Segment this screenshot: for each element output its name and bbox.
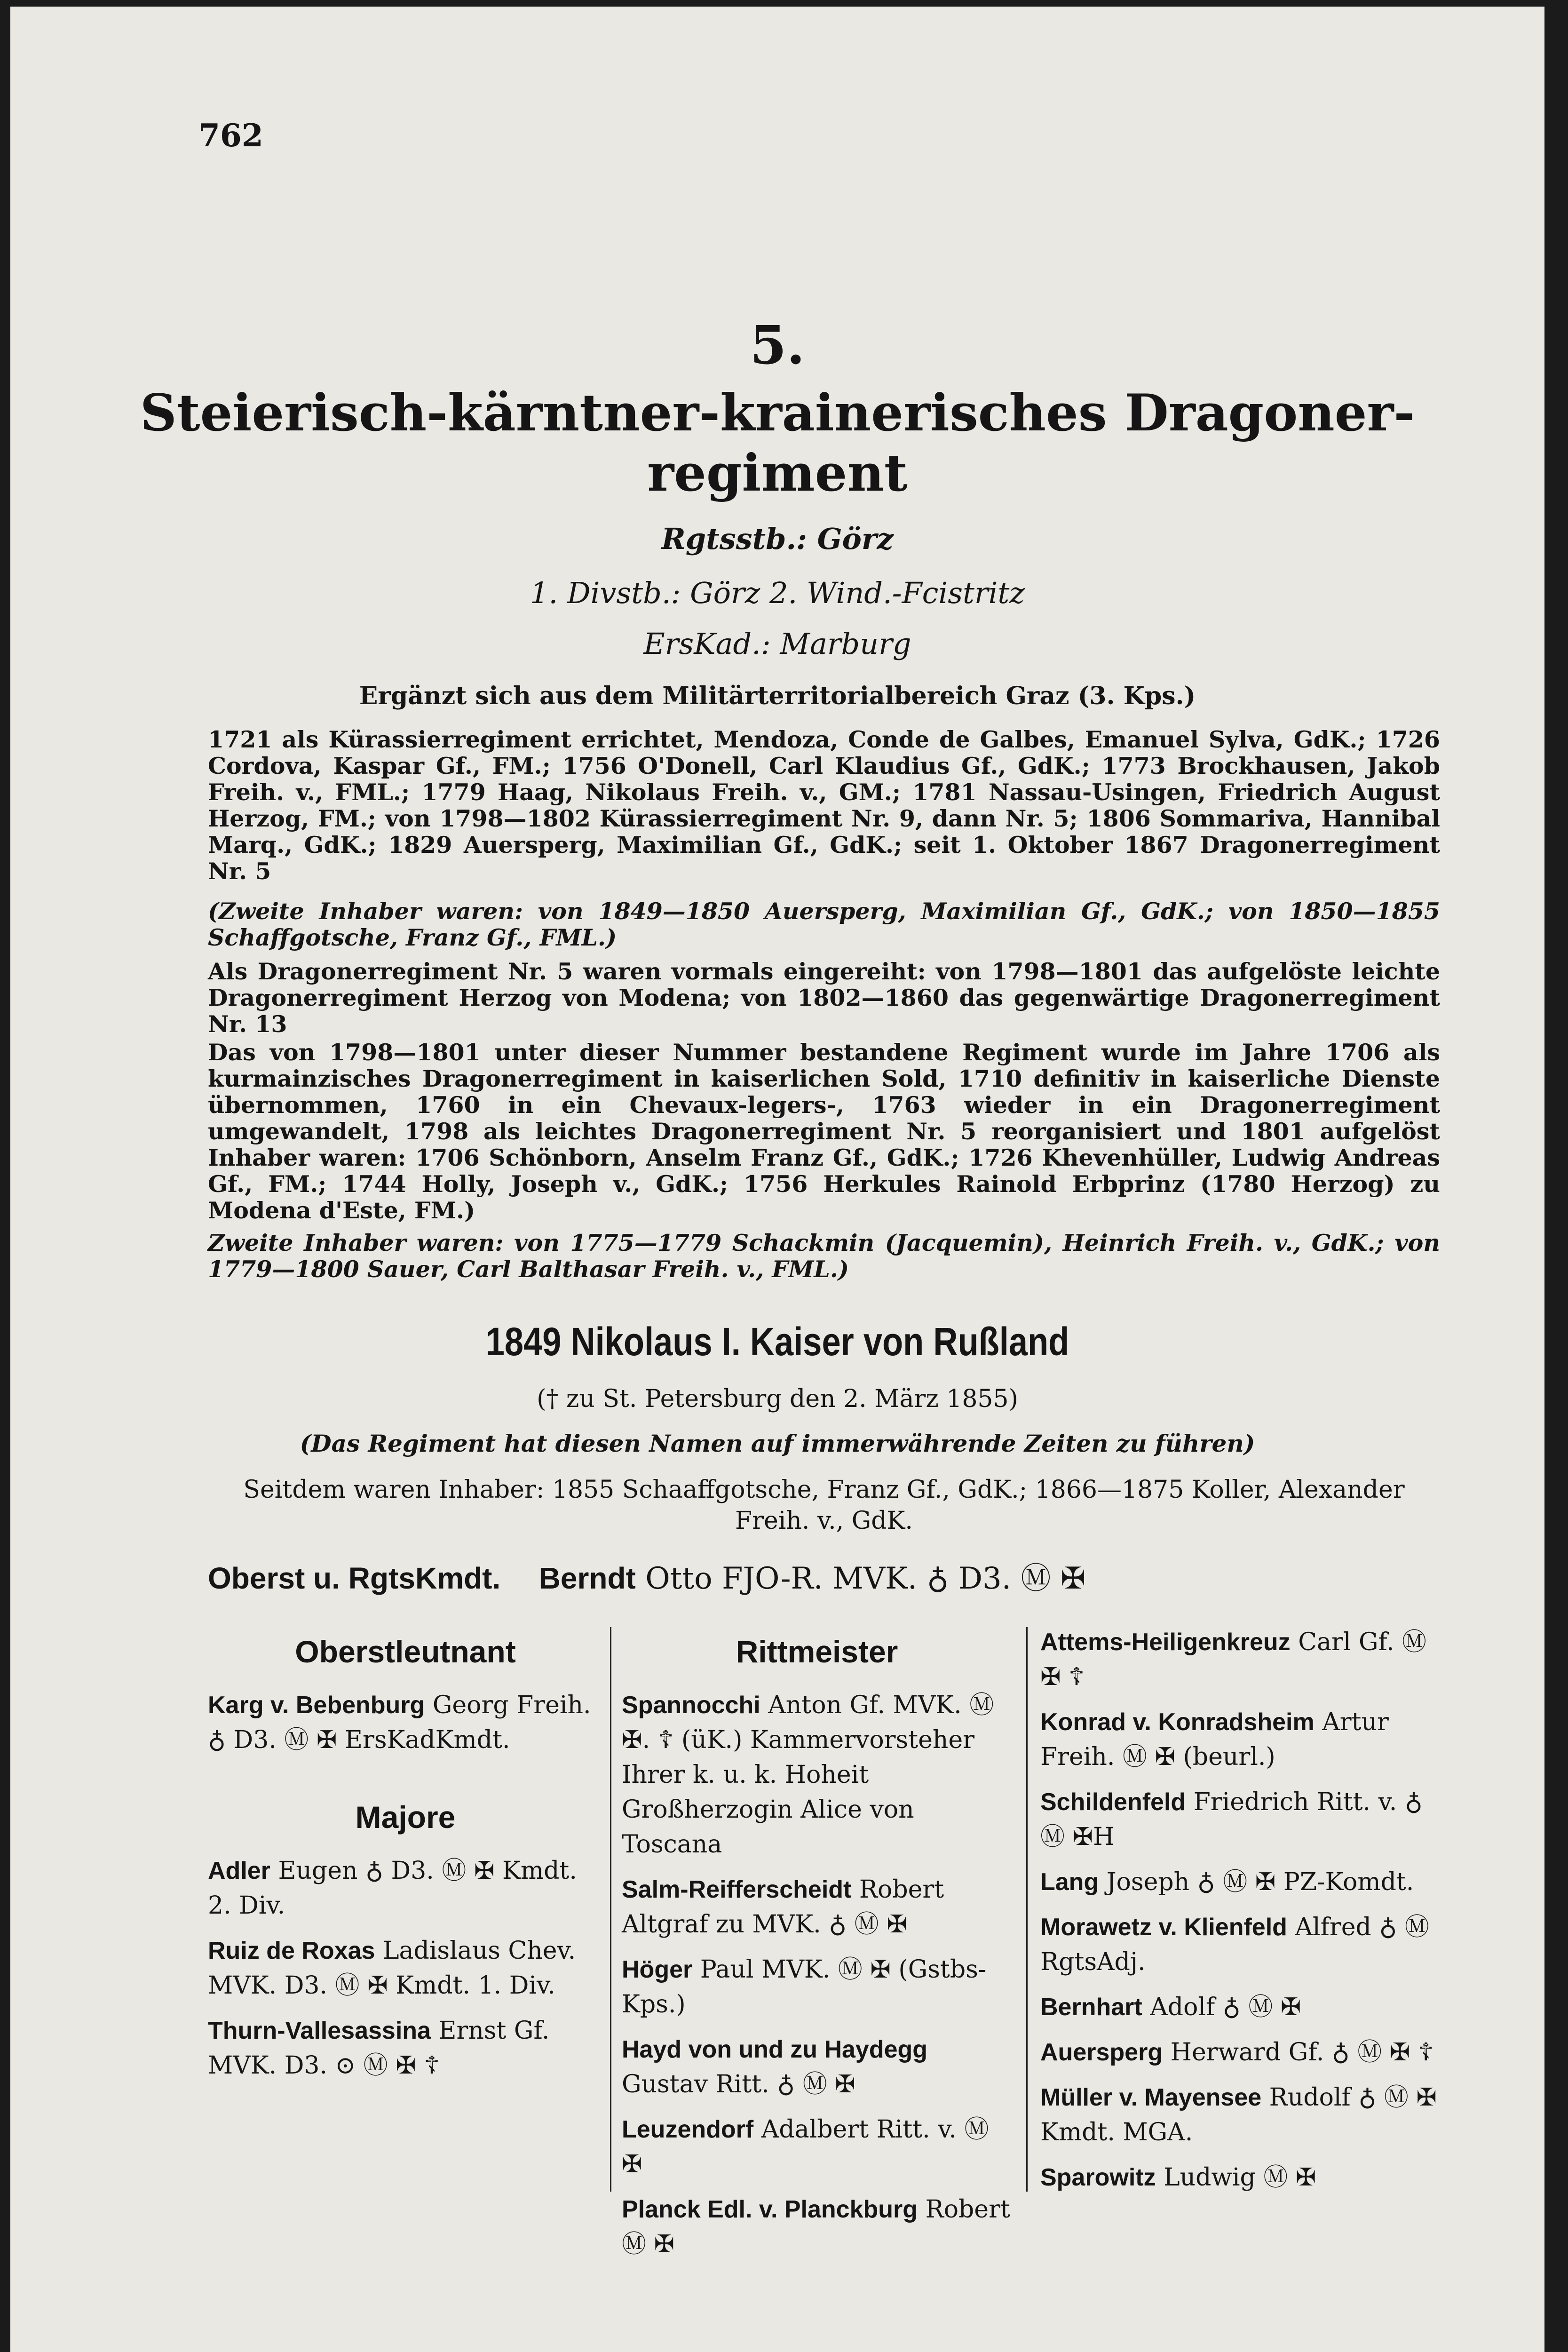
history-paragraph: Als Dragonerregiment Nr. 5 waren vormals eingereiht: von 1798—1801 das aufgelöste leichte Dragonerregiment Herzog von Modena; von 1802—1860 das gegenwärtige Dragonerregiment Nr. 13: [208, 958, 1440, 1038]
officer-name: Sparowitz: [1040, 2164, 1156, 2191]
owners-since: Seitdem waren Inhaber: 1855 Schaaffgotsche, Franz Gf., GdK.; 1866—1875 Koller, Alexander Freih. v., GdK.: [243, 1476, 1405, 1535]
page-number: 762: [198, 117, 263, 154]
regiment-title-line1: Steierisch-kärntner-krainerisches Dragoner-: [140, 383, 1415, 443]
officer-name: Thurn-Vallesassina: [208, 2017, 431, 2044]
officer-details: Ludwig Ⓜ ✠: [1164, 2163, 1316, 2192]
colonel-line: [208, 1554, 1440, 1597]
officer-name: Hayd von und zu Haydegg: [622, 2036, 928, 2063]
officer-name: Morawetz v. Klienfeld: [1040, 1914, 1287, 1941]
list-item: [208, 2013, 603, 2083]
officer-details: Anton Gf. MVK. Ⓜ ✠. ☦ (üK.) Kammervorsteher Ihrer k. u. k. Hoheit Großherzogin Alice von Toscana: [622, 1691, 994, 1859]
list-item: [208, 1853, 603, 1923]
officer-name: Bernhart: [1040, 1994, 1142, 2021]
history-second-owners: Zweite Inhaber waren: von 1775—1779 Schackmin (Jacquemin), Heinrich Freih. v., GdK.; von 1779—1800 Sauer, Carl Balthasar Freih. v., FML.): [208, 1229, 1440, 1283]
list-item: [1040, 2035, 1440, 2070]
captains-heading: Rittmeister: [736, 1634, 898, 1669]
officer-details: Rudolf ♁ Ⓜ ✠ Kmdt. MGA.: [1040, 2083, 1437, 2146]
lt-colonel-heading: Oberstleutnant: [295, 1634, 516, 1669]
officer-details: Ladislaus Chev. MVK. D3. Ⓜ ✠ Kmdt. 1. Div.: [208, 1937, 576, 2000]
officer-name: Spannocchi: [622, 1692, 760, 1719]
officer-details: Alfred ♁ Ⓜ RgtsAdj.: [1040, 1913, 1429, 1976]
officer-name: Konrad v. Konradsheim: [1040, 1708, 1315, 1736]
regiment-number: 5.: [750, 315, 805, 376]
history-paragraph: Das von 1798—1801 unter dieser Nummer bestandene Regiment wurde im Jahre 1706 als kurmainzisches Dragonerregiment in kaiserlichen Sold, 1710 definitiv in kaiserliche Dienste übernommen, 1760 in ein Chevaux-legers-, 1763 wieder in ein Dragonerregiment umgewandelt, 1798 als leichtes Dragonerregiment Nr. 5 reorganisiert und 1801 aufgelöst Inhaber waren: 1706 Schönborn, Anselm Franz Gf., GdK.; 1726 Khevenhüller, Ludwig Andreas Gf., FM.; 1744 Holly, Joseph v., GdK.; 1756 Herkules Rainold Erbprinz (1780 Herzog) zu Modena d'Este, FM.): [208, 1039, 1440, 1224]
list-item: [1040, 2160, 1440, 2195]
officer-name: Auersperg: [1040, 2039, 1163, 2066]
officer-name: Attems-Heiligenkreuz: [1040, 1629, 1291, 1656]
regiment-title-line2: regiment: [647, 444, 908, 503]
officer-name: Ruiz de Roxas: [208, 1937, 375, 1964]
regiment-title: [10, 383, 1544, 503]
staff-divisions: 1. Divstb.: Görz 2. Wind.-Fcistritz: [530, 576, 1025, 610]
column-captains: [622, 1625, 1012, 2272]
list-item: [1040, 1865, 1440, 1899]
officer-details: Paul MVK. Ⓜ ✠ (Gstbs-Kps.): [622, 1955, 987, 2018]
column-divider: [1026, 1627, 1028, 2192]
officer-details: Friedrich Ritt. v. ♁ Ⓜ ✠H: [1040, 1788, 1423, 1851]
owner-death: († zu St. Petersburg den 2. März 1855): [537, 1385, 1018, 1413]
officer-details: Adolf ♁ Ⓜ ✠: [1150, 1993, 1301, 2021]
officer-name: Müller v. Mayensee: [1040, 2084, 1262, 2111]
colonel-rank: Oberst u. RgtsKmdt.: [208, 1561, 501, 1595]
owner-note: (Das Regiment hat diesen Namen auf immerwährende Zeiten zu führen): [300, 1430, 1255, 1457]
cadet-school: ErsKad.: Marburg: [643, 627, 911, 661]
list-item: [1040, 1910, 1440, 1979]
column-staff-officers: [208, 1625, 603, 2093]
officer-details: Gustav Ritt. ♁ Ⓜ ✠: [622, 2070, 855, 2098]
officer-name: Adler: [208, 1857, 270, 1884]
officer-name: Schildenfeld: [1040, 1788, 1186, 1816]
colonel-name: Berndt: [539, 1561, 636, 1595]
officer-name: Höger: [622, 1956, 693, 1983]
list-item: [622, 2112, 1012, 2182]
recruitment-note: Ergänzt sich aus dem Militärterritorialbereich Graz (3. Kps.): [359, 682, 1196, 710]
officer-details: Georg Freih. ♁ D3. Ⓜ ✠ ErsKadKmdt.: [208, 1691, 591, 1754]
history-second-owners: (Zweite Inhaber waren: von 1849—1850 Auersperg, Maximilian Gf., GdK.; von 1850—1855 Schaffgotsche, Franz Gf., FML.): [208, 898, 1440, 951]
column-captains-continued: [1040, 1625, 1440, 2205]
officer-name: Planck Edl. v. Planckburg: [622, 2196, 918, 2223]
owner-name: 1849 Nikolaus I. Kaiser von Rußland: [485, 1319, 1069, 1364]
officer-details: Carl Gf. Ⓜ ✠ ☦: [1040, 1628, 1427, 1691]
list-item: [622, 1872, 1012, 1942]
staff-headquarters: Rgtsstb.: Görz: [661, 522, 894, 556]
officer-name: Lang: [1040, 1868, 1099, 1896]
history-paragraph: 1721 als Kürassierregiment errichtet, Mendoza, Conde de Galbes, Emanuel Sylva, GdK.; 1726 Cordova, Kaspar Gf., FM.; 1756 O'Donell, Carl Klaudius Gf., GdK.; 1773 Brockhausen, Jakob Freih. v., FML.; 1779 Haag, Nikolaus Freih. v., GM.; 1781 Nassau-Usingen, Friedrich August Herzog, FM.; von 1798—1802 Kürassierregiment Nr. 9, dann Nr. 5; 1806 Sommariva, Hannibal Marq., GdK.; 1829 Auersperg, Maximilian Gf., GdK.; seit 1. Oktober 1867 Dragonerregiment Nr. 5: [208, 726, 1440, 885]
list-item: [622, 2032, 1012, 2102]
officer-details: Artur Freih. Ⓜ ✠ (beurl.): [1040, 1708, 1389, 1771]
list-item: [1040, 1990, 1440, 2025]
list-item: [1040, 1705, 1440, 1774]
list-item: [1040, 1785, 1440, 1854]
majors-heading: Majore: [355, 1800, 456, 1835]
list-item: [622, 1688, 1012, 1862]
officer-details: Joseph ♁ Ⓜ ✠ PZ-Komdt.: [1106, 1868, 1414, 1896]
officer-details: Herward Gf. ♁ Ⓜ ✠ ☦: [1170, 2038, 1434, 2066]
officer-name: Karg v. Bebenburg: [208, 1692, 425, 1719]
officer-name: Leuzendorf: [622, 2116, 754, 2143]
list-item: [622, 2192, 1012, 2262]
officer-details: Robert Ⓜ ✠: [622, 2195, 1010, 2258]
officer-details: Eugen ♁ D3. Ⓜ ✠ Kmdt. 2. Div.: [208, 1857, 577, 1920]
column-divider: [610, 1627, 611, 2192]
colonel-details: Otto FJO-R. MVK. ♁ D3. Ⓜ ✠: [645, 1561, 1086, 1596]
list-item: [208, 1688, 603, 1757]
list-item: [208, 1933, 603, 2003]
officer-details: Adalbert Ritt. v. Ⓜ ✠: [622, 2115, 989, 2178]
document-page: [10, 7, 1544, 2352]
officer-details: Ernst Gf. MVK. D3. ⊙ Ⓜ ✠ ☦: [208, 2017, 550, 2080]
officer-details: Robert Altgraf zu MVK. ♁ Ⓜ ✠: [622, 1875, 944, 1939]
list-item: [1040, 2080, 1440, 2150]
officer-name: Salm-Reifferscheidt: [622, 1876, 852, 1903]
list-item: [1040, 1625, 1440, 1694]
list-item: [622, 1952, 1012, 2022]
